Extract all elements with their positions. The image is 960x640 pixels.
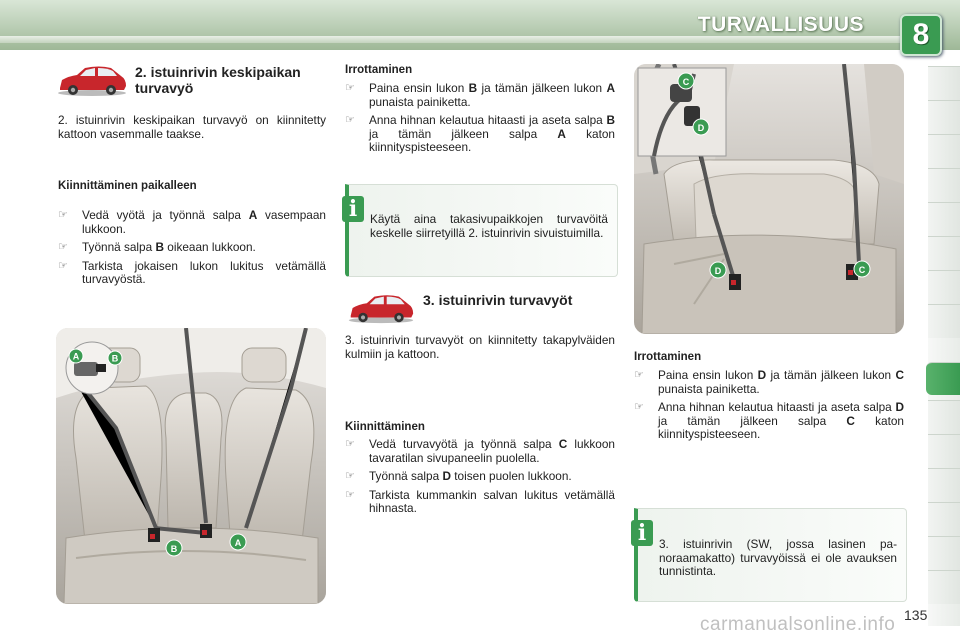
row3-seat-illustration xyxy=(634,64,904,334)
info-text-middle: Käytä aina takasivupaikkojen turvavöitä keskelle siirretyillä 2. istuinrivin sivuistuimilla. xyxy=(370,212,608,240)
label-a-inset: A xyxy=(72,351,80,362)
row2-fastening-list xyxy=(58,209,326,292)
list-item: ☞ Paina ensin lukon D ja tämän jälkeen lukon C punaista painiketta. xyxy=(634,368,904,396)
chapter-tab-2[interactable] xyxy=(928,100,960,134)
hand-pointer-icon: ☞ xyxy=(634,401,644,413)
chapter-tab-4[interactable] xyxy=(928,168,960,202)
car-icon xyxy=(55,62,129,98)
label-d-inset: D xyxy=(697,123,705,133)
chapter-tab-11[interactable] xyxy=(928,468,960,502)
hand-pointer-icon: ☞ xyxy=(634,369,644,381)
row3-release-list xyxy=(634,369,904,447)
chapter-tab-5[interactable] xyxy=(928,202,960,236)
list-item: ☞ Tarkista kummankin salvan lukitus vetämällä hihnasta. xyxy=(345,487,615,515)
chapter-tab-active[interactable] xyxy=(926,362,960,395)
row2-release-heading: Irrottaminen xyxy=(345,64,413,76)
row2-intro: 2. istuinrivin keskipaikan turvavyö on kiinnitetty kattoon vasemmalle taakse. xyxy=(58,113,326,141)
hand-pointer-icon: ☞ xyxy=(345,470,355,482)
info-text-right: 3. istuinrivin (SW, jossa lasinen panoraamakatto) turvavyöissä ei ole avauksen tunnistinta. xyxy=(659,537,897,578)
chapter-tab-7[interactable] xyxy=(928,270,960,304)
chapter-tab-10[interactable] xyxy=(928,434,960,468)
row2-release-list xyxy=(345,82,615,160)
list-item: ☞ Työnnä salpa D toisen puolen lukkoon. xyxy=(345,469,572,483)
chapter-title: TURVALLISUUS xyxy=(697,13,864,36)
hand-pointer-icon: ☞ xyxy=(58,259,68,272)
hand-pointer-icon: ☞ xyxy=(345,438,355,450)
watermark: carmanualsonline.info xyxy=(700,614,896,635)
chapter-tab-12[interactable] xyxy=(928,502,960,536)
hand-pointer-icon: ☞ xyxy=(58,241,68,253)
header-stripe xyxy=(0,36,900,43)
hand-pointer-icon: ☞ xyxy=(345,488,355,501)
chapter-number-badge xyxy=(900,14,942,56)
hand-pointer-icon: ☞ xyxy=(345,82,355,94)
seat-illustration xyxy=(56,328,326,604)
list-item: ☞ Vedä vyötä ja työnnä salpa A vasempaan lukkoon. xyxy=(58,208,326,236)
hand-pointer-icon: ☞ xyxy=(345,114,355,126)
chapter-tab-8[interactable] xyxy=(928,304,960,338)
row3-fastening-list xyxy=(345,438,615,521)
page-number: 135 xyxy=(904,607,928,623)
label-d-seat: D xyxy=(714,266,722,276)
chapter-tab-9[interactable] xyxy=(928,400,960,434)
chapter-tab-3[interactable] xyxy=(928,134,960,168)
chapter-tab-14[interactable] xyxy=(928,570,960,604)
hand-pointer-icon: ☞ xyxy=(58,209,68,221)
section-title-row2: 2. istuinrivin keskipaikan turvavyö xyxy=(135,64,301,96)
chapter-number: 8 xyxy=(912,18,930,51)
label-c-inset: C xyxy=(682,77,690,87)
info-icon: i xyxy=(631,520,653,546)
list-item: ☞ Paina ensin lukon B ja tämän jälkeen lukon A punaista painiketta. xyxy=(345,81,615,109)
list-item: ☞ Vedä turvavyötä ja työnnä salpa C lukkoon tavaratilan sivupaneelin puolella. xyxy=(345,437,615,465)
photo-row2-seats xyxy=(56,328,326,604)
chapter-tab-6[interactable] xyxy=(928,236,960,270)
chapter-tab-1[interactable] xyxy=(928,66,960,100)
row3-intro: 3. istuinrivin turvavyöt on kiinnitetty takapylväiden kulmiin ja kattoon. xyxy=(345,333,615,361)
row3-fastening-heading: Kiinnittäminen xyxy=(345,421,425,433)
info-icon: i xyxy=(342,196,364,222)
list-item: ☞ Anna hihnan kelautua hitaasti ja aseta salpa B ja tämän jälkeen salpa A katon kiinnityspisteeseen. xyxy=(345,113,615,154)
car-icon xyxy=(346,290,416,326)
list-item: ☞ Tarkista jokaisen lukon lukitus vetämällä turvavyöstä. xyxy=(58,258,326,286)
row3-release-heading: Irrottaminen xyxy=(634,351,702,363)
label-b-seat: B xyxy=(170,544,178,554)
row2-fastening-heading: Kiinnittäminen paikalleen xyxy=(58,180,197,192)
photo-row3-seats xyxy=(634,64,904,334)
list-item: ☞ Työnnä salpa B oikeaan lukkoon. xyxy=(58,240,256,254)
label-b-inset: B xyxy=(111,353,119,364)
list-item: ☞ Anna hihnan kelautua hitaasti ja aseta salpa D ja tämän jälkeen salpa C katon kiinnityspisteeseen. xyxy=(634,400,904,441)
label-c-seat: C xyxy=(858,265,866,275)
section-title-row3: 3. istuinrivin turvavyöt xyxy=(423,292,573,308)
chapter-tab-13[interactable] xyxy=(928,536,960,570)
label-a-seat: A xyxy=(234,538,242,548)
